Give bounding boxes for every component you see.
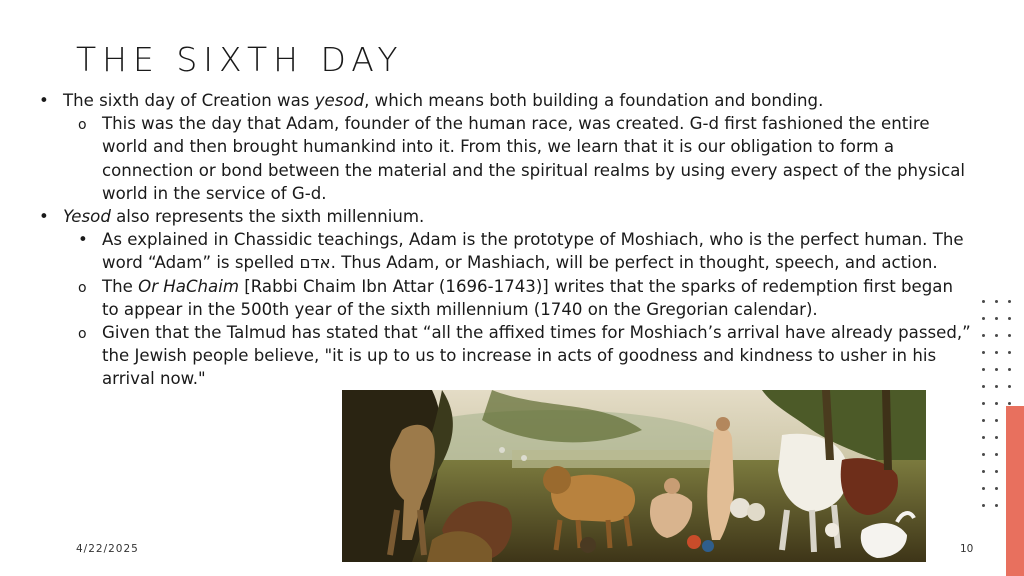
slide-body [36, 89, 971, 391]
bullet-text: , which means both building a foundation and bonding. [364, 91, 824, 110]
subbullet-marker [78, 321, 87, 346]
subbullet-talmud [36, 321, 971, 391]
subbullet-text: This was the day that Adam, founder of the human race, was created. G-d first fashioned the entire world and then brought humankind into it. From this, we learn that it is our obligation to form a connection or bond between the material and the spiritual realms by using every aspect of the physical world in the service of G-d. [102, 114, 966, 203]
garden-of-eden-painting [342, 390, 926, 562]
accent-bar [1006, 406, 1024, 576]
bullet-text: also represents the sixth millennium. [110, 207, 425, 227]
bullet-marker [39, 205, 49, 228]
subbullet-moshiach-prototype [36, 228, 971, 274]
subbullet-text: Given that the Talmud has stated that “all the affixed times for Moshiach’s arrival have already passed,” the Jewish people believe, "it is up to us to increase in acts of goodness and kindness to usher in his arrival now." [102, 323, 971, 389]
bullet-text: The sixth day of Creation was [63, 91, 315, 110]
subbullet-adam-created [36, 112, 971, 205]
slide-title: THE SIXTH DAY [76, 40, 404, 79]
bullet-emphasis: yesod [314, 91, 365, 110]
subbullet-text: The [102, 276, 139, 296]
subbullet-emphasis: Or HaChaim [138, 276, 239, 296]
slide-date: 4/22/2025 [76, 543, 139, 555]
subbullet-marker [78, 275, 87, 300]
bullet-sixth-day [36, 89, 971, 112]
subbullet-marker [78, 112, 87, 137]
subbullet-text: [Rabbi Chaim Ibn Attar (1696-1743)] writes that the sparks of redemption first began to appear in the 500th year of the sixth millennium (1740 on the Gregorian calendar). [102, 276, 953, 319]
slide-page-number: 10 [960, 543, 974, 555]
subbullet-text: As explained in Chassidic teachings, Adam is the prototype of Moshiach, who is the perfect human. The word “Adam” is spelled אדם. Thus Adam, or Mashiach, will be perfect in thought, speech, and action. [102, 230, 964, 273]
bullet-sixth-millennium [36, 205, 971, 228]
subbullet-or-hachaim [36, 275, 971, 321]
bullet-marker [39, 89, 49, 112]
subbullet-marker [78, 228, 88, 251]
bullet-emphasis: Yesod [63, 207, 111, 227]
